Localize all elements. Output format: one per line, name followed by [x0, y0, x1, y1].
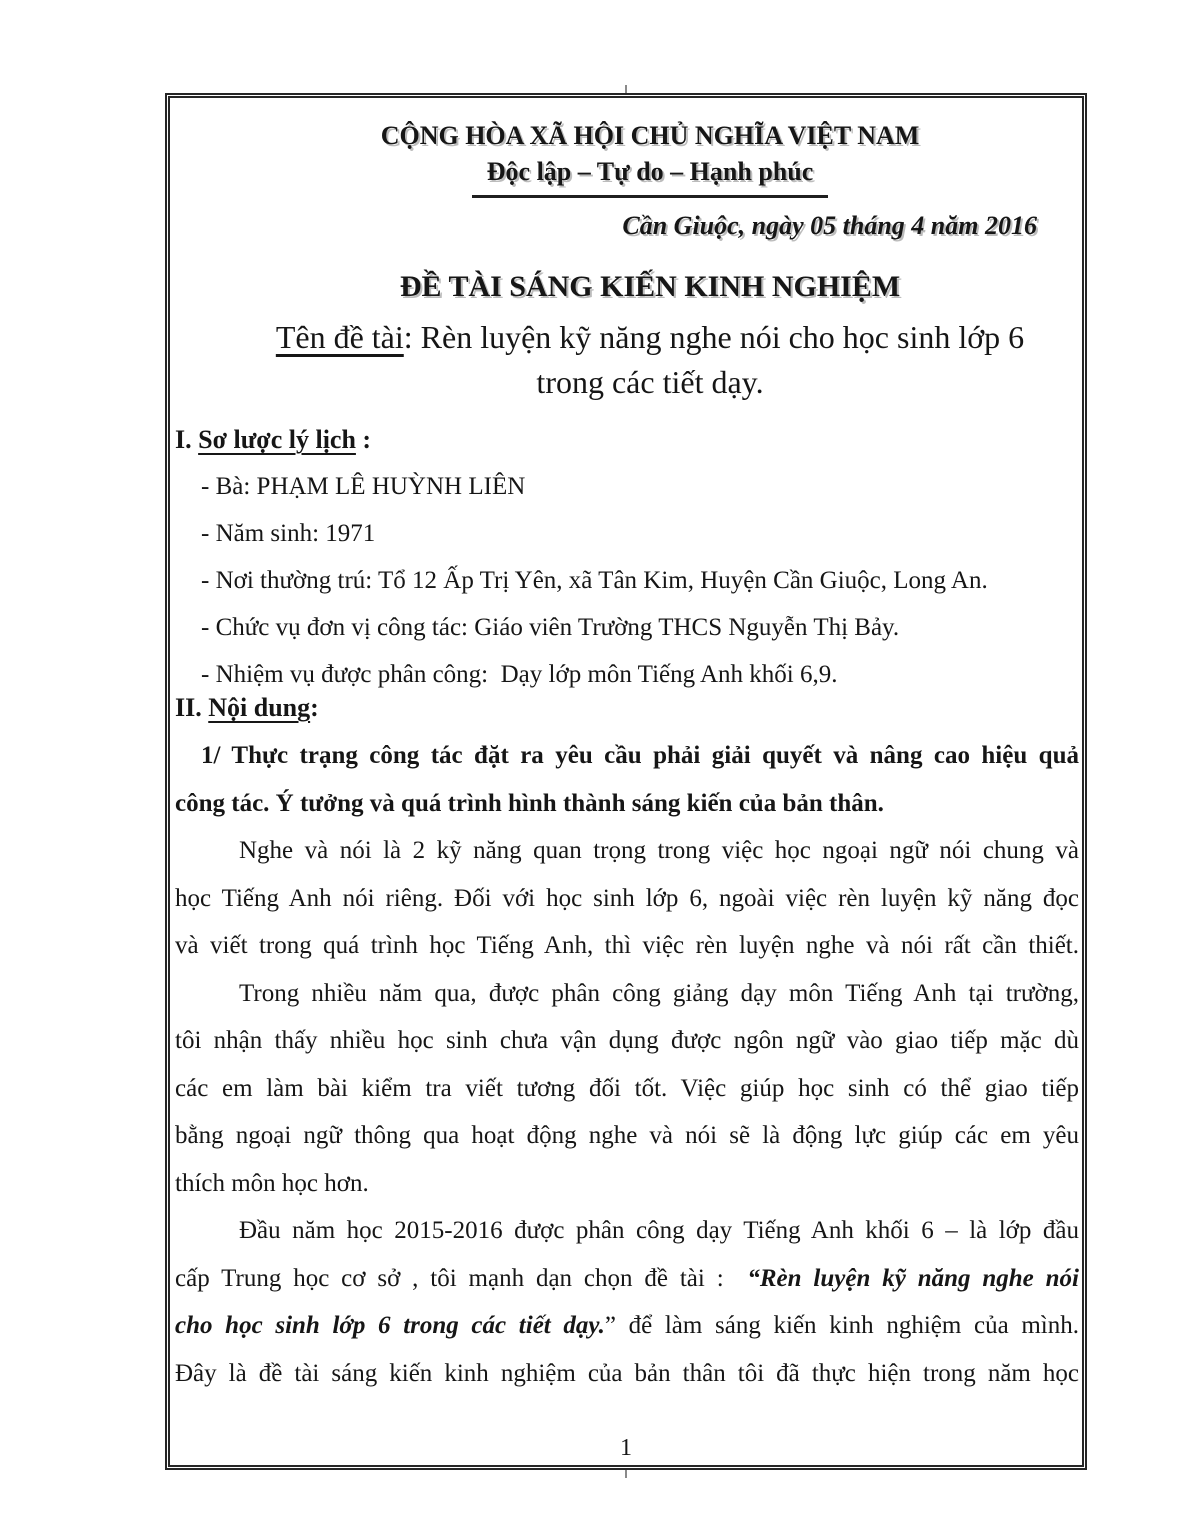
crop-mark-bottom [625, 1470, 627, 1478]
subtitle-line2: trong các tiết dạy. [536, 364, 764, 400]
page-number: 1 [620, 1435, 632, 1461]
paragraph-3 [175, 1207, 1079, 1397]
quoted-topic-title-part2: cho học sinh lớp 6 trong các tiết dạy. [175, 1312, 605, 1339]
paragraph-1 [175, 827, 1079, 970]
date-place-line: Cần Giuộc, ngày 05 tháng 4 năm 2016 [622, 211, 1037, 240]
paragraph-1-line3: và viết trong quá trình học Tiếng Anh, thì việc rèn luyện nghe và nói rất cần thiết. [175, 932, 1079, 959]
section2-numeral: II. [175, 693, 202, 722]
section2-title: Nội dung [208, 693, 311, 722]
paragraph-3-line1: Đầu năm học 2015-2016 được phân công dạy Tiếng Anh khối 6 – là lớp đầu [239, 1217, 1079, 1244]
paragraph-2-line4: bằng ngoại ngữ thông qua hoạt động nghe và nói sẽ là động lực giúp các em yêu [175, 1122, 1079, 1149]
section2-suffix: : [310, 693, 319, 722]
paragraph-3-line2 [175, 1255, 1079, 1303]
national-header-line1: CỘNG HÒA XÃ HỘI CHỦ NGHĨA VIỆT NAM [380, 121, 920, 150]
national-motto: Độc lập – Tự do – Hạnh phúc [486, 157, 814, 186]
national-header [198, 118, 1102, 198]
subsection1-heading-line1: 1/ Thực trạng công tác đặt ra yêu cầu phải giải quyết và nâng cao hiệu quả [201, 742, 1079, 769]
subsection1-heading [175, 732, 1079, 827]
list-item-position: - Chức vụ đơn vị công tác: Giáo viên Trường THCS Nguyễn Thị Bảy. [201, 614, 900, 641]
subtitle-label: Tên đề tài [275, 319, 404, 355]
section1-heading [175, 420, 1079, 460]
paragraph-3-line4: Đây là đề tài sáng kiến kinh nghiệm của bản thân tôi đã thực hiện trong năm học [175, 1359, 1079, 1387]
list-item-assignment: - Nhiệm vụ được phân công: Dạy lớp môn Tiếng Anh khối 6,9. [201, 661, 838, 688]
quoted-topic-title-part1: “Rèn luyện kỹ năng nghe nói [747, 1264, 1079, 1292]
subtitle-line1 [198, 315, 1102, 360]
crop-mark-top [625, 85, 627, 93]
section1-numeral: I. [175, 425, 192, 454]
list-item-name: - Bà: PHẠM LÊ HUỲNH LIÊN [201, 473, 526, 500]
document-subtitle [198, 315, 1102, 405]
paragraph-2-line1: Trong nhiều năm qua, được phân công giảng dạy môn Tiếng Anh tại trường, [239, 979, 1079, 1007]
paragraph-3-line3 [175, 1302, 1079, 1350]
subtitle-line1-rest: : Rèn luyện kỹ năng nghe nói cho học sinh lớp 6 [403, 319, 1025, 355]
paragraph-3-line3-regular: ” để làm sáng kiến kinh nghiệm của mình. [604, 1312, 1079, 1339]
paragraph-3-line2-regular: cấp Trung học cơ sở , tôi mạnh dạn chọn đề tài : [175, 1264, 748, 1292]
document-title: ĐỀ TÀI SÁNG KIẾN KINH NGHIỆM [399, 270, 901, 303]
page-border [165, 93, 1087, 1470]
list-item-birth-year: - Năm sinh: 1971 [201, 520, 376, 547]
page-content [170, 98, 1082, 1397]
subsection1-heading-line2: công tác. Ý tưởng và quá trình hình thành sáng kiến của bản thân. [175, 789, 884, 817]
list-item-address: - Nơi thường trú: Tổ 12 Ấp Trị Yên, xã Tân Kim, Huyện Cần Giuộc, Long An. [201, 567, 988, 594]
paragraph-2-line3: các em làm bài kiểm tra viết tương đối tốt. Việc giúp học sinh có thể giao tiếp [175, 1074, 1079, 1102]
section1-suffix: : [355, 425, 372, 454]
paragraph-1-line1: Nghe và nói là 2 kỹ năng quan trọng trong việc học ngoại ngữ nói chung và [239, 837, 1079, 864]
paragraph-2-line5: thích môn học hơn. [175, 1169, 369, 1197]
paragraph-2 [175, 970, 1079, 1208]
paragraph-2-line2: tôi nhận thấy nhiều học sinh chưa vận dụng được ngôn ngữ vào giao tiếp mặc dù [175, 1027, 1079, 1054]
biography-list [175, 463, 1079, 698]
paragraph-1-line2: học Tiếng Anh nói riêng. Đối với học sinh lớp 6, ngoài việc rèn luyện kỹ năng đọc [175, 884, 1079, 912]
section1-title: Sơ lược lý lịch [198, 425, 356, 454]
motto-underline-rule [472, 195, 828, 198]
